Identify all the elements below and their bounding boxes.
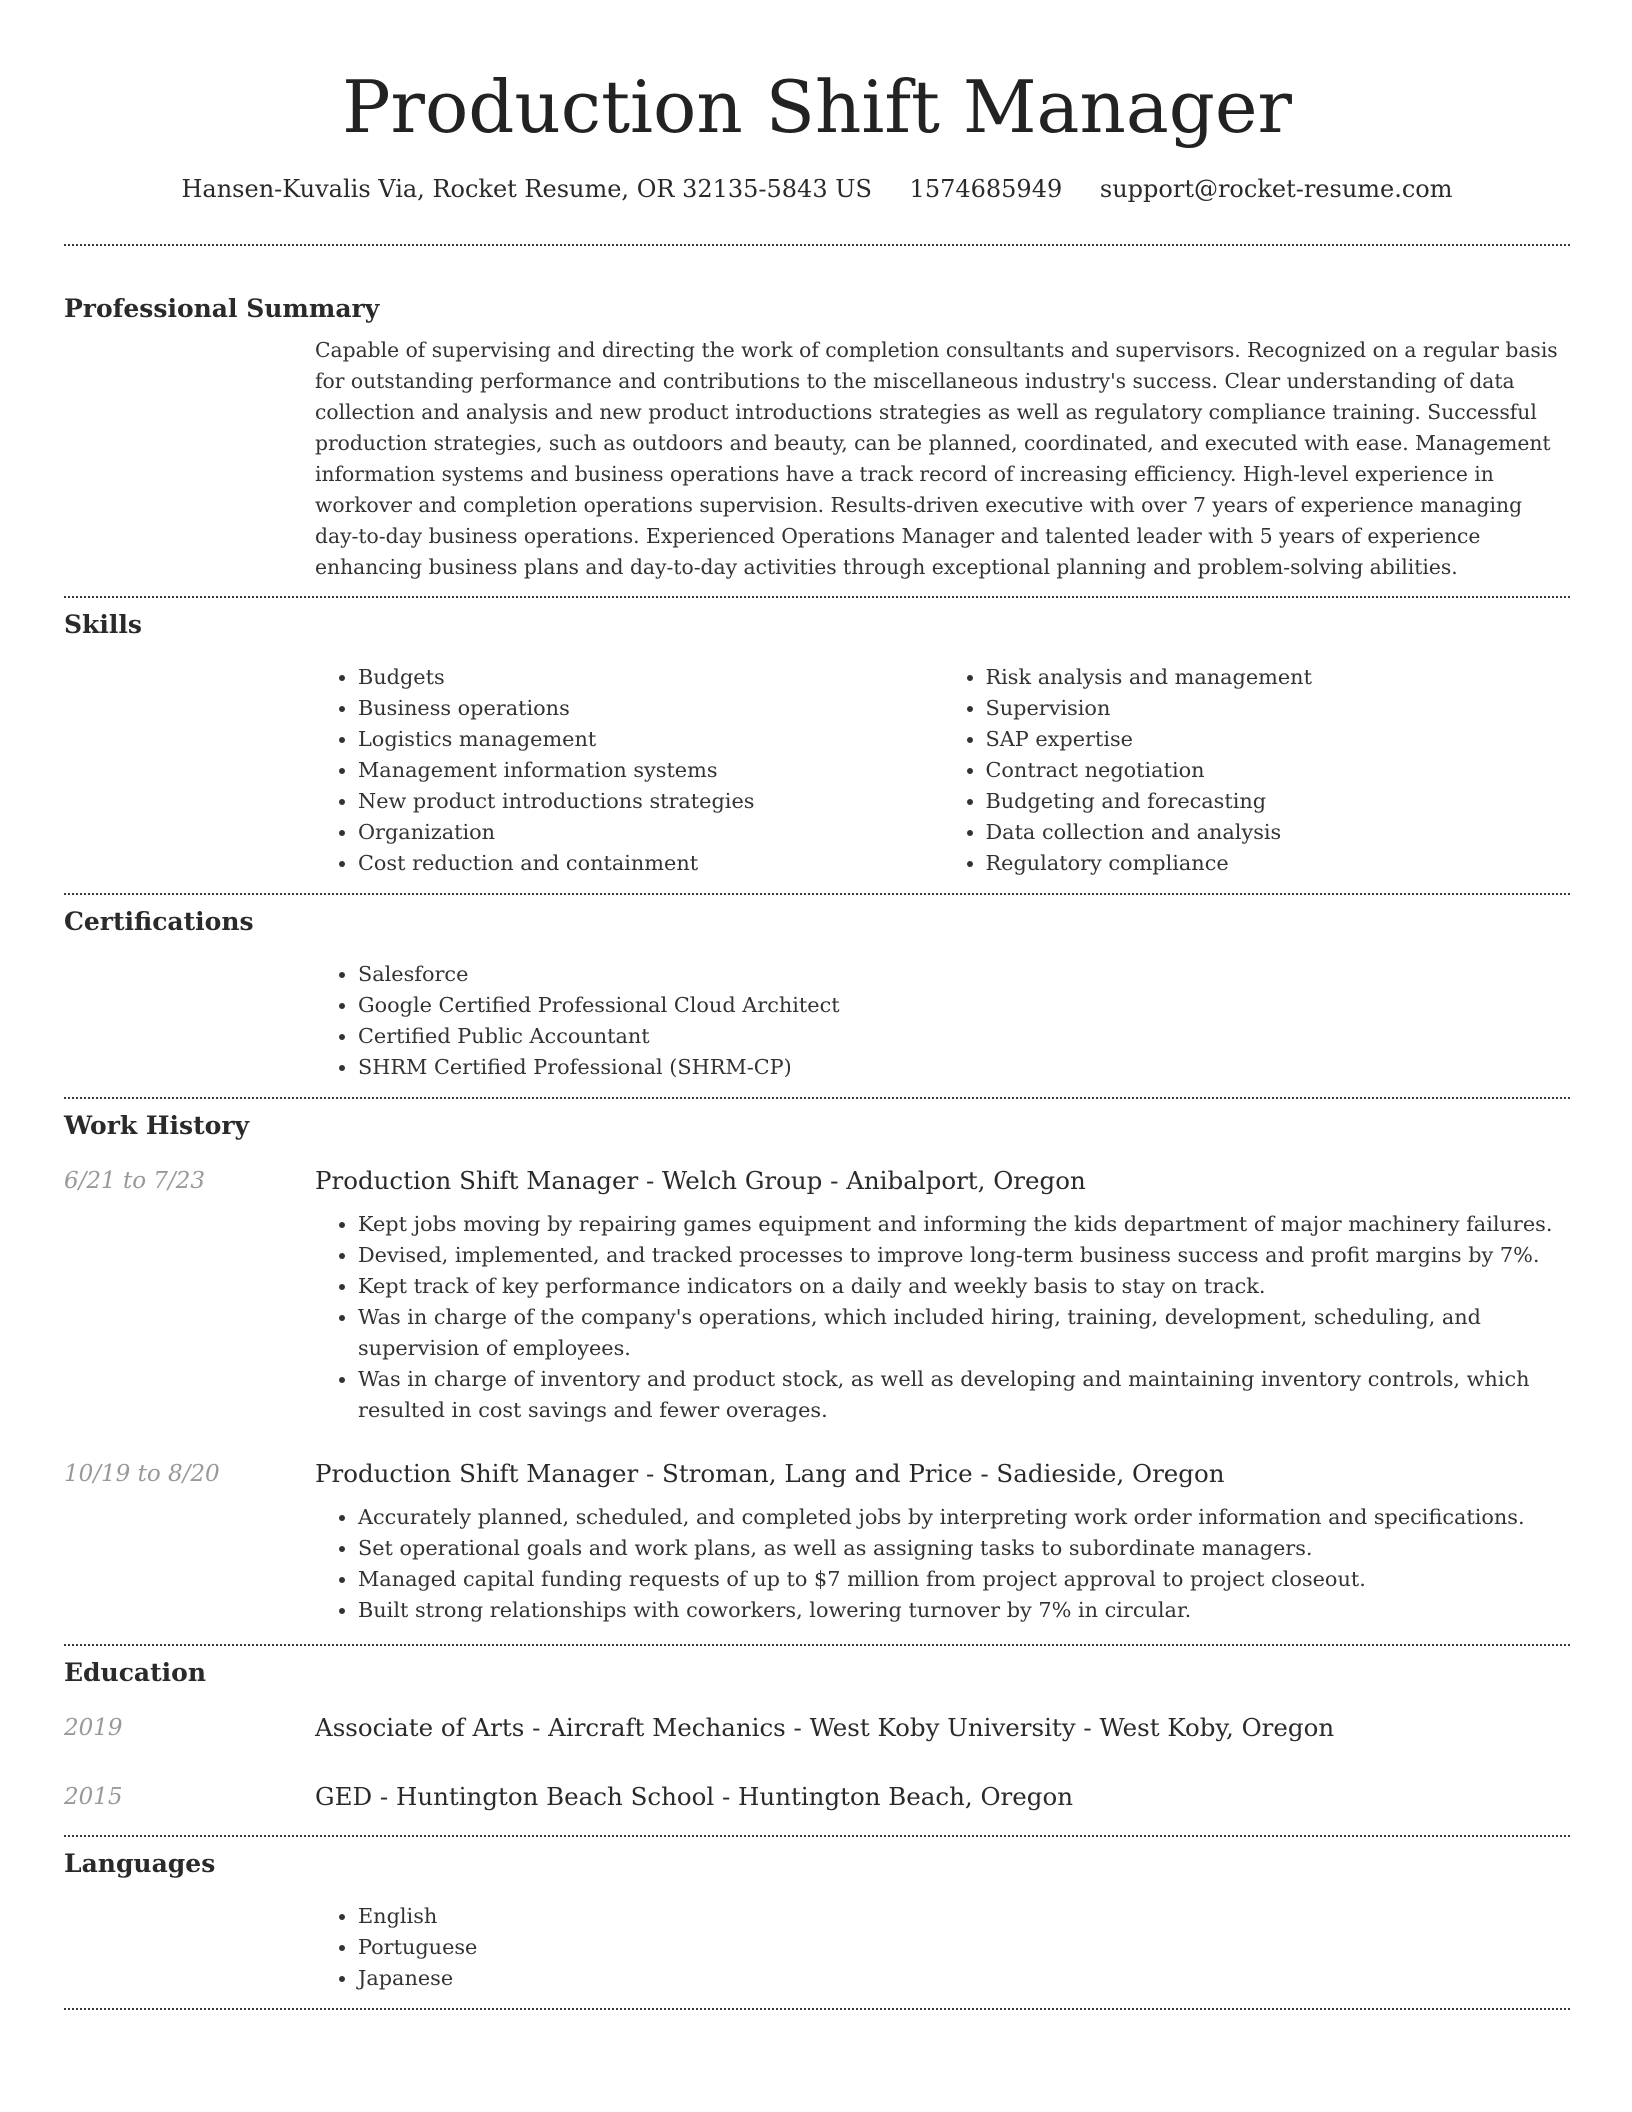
education-title: Education: [64, 1658, 207, 1687]
language-item: • Portuguese: [358, 1932, 1570, 1963]
job-bullet: • Managed capital funding requests of up to $7 million from project approval to project closeout.: [358, 1564, 1570, 1595]
certification-item: • Google Certified Professional Cloud Architect: [358, 990, 1570, 1021]
job-bullet: • Devised, implemented, and tracked processes to improve long-term business success and profit margins by 7%.: [358, 1240, 1570, 1271]
certifications-section: [64, 895, 1570, 1097]
skill-item: • Budgeting and forecasting: [986, 786, 1571, 817]
education-heading: GED - Huntington Beach School - Huntington Beach, Oregon: [315, 1782, 1073, 1811]
job-entry: [64, 1456, 1570, 1626]
skill-item: • Logistics management: [358, 724, 943, 755]
education-entry: [64, 1710, 1570, 1746]
resume-name: Production Shift Manager: [342, 65, 1292, 149]
skills-list-right: [943, 662, 1571, 879]
work-section: [64, 1099, 1570, 1644]
job-bullets: [315, 1502, 1570, 1626]
languages-list: [315, 1901, 1570, 1994]
section-divider: [64, 2008, 1570, 2010]
job-heading: Production Shift Manager - Welch Group - Anibalport, Oregon: [315, 1166, 1086, 1195]
certifications-list: [315, 959, 1570, 1083]
job-bullet: • Set operational goals and work plans, as well as assigning tasks to subordinate managers.: [358, 1533, 1570, 1564]
job-dates: 10/19 to 8/20: [64, 1461, 220, 1487]
job-bullet: • Kept jobs moving by repairing games equipment and informing the kids department of major machinery failures.: [358, 1209, 1570, 1240]
skill-item: • New product introductions strategies: [358, 786, 943, 817]
job-dates: 6/21 to 7/23: [64, 1168, 206, 1194]
languages-title: Languages: [64, 1849, 216, 1878]
skill-item: • Supervision: [986, 693, 1571, 724]
work-title: Work History: [64, 1111, 250, 1140]
skill-item: • Cost reduction and containment: [358, 848, 943, 879]
skills-section: [64, 598, 1570, 893]
language-item: • English: [358, 1901, 1570, 1932]
summary-text: Capable of supervising and directing the work of completion consultants and supervisors. Recognized on a regular basis for outstanding performance and contributions to the miscellaneous industry's success. Clear understanding of data collection and analysis and new product introductions strategies as well as regulatory compliance training. Successful production strategies, such as outdoors and beauty, can be planned, coordinated, and executed with ease. Management information systems and business operations have a track record of increasing efficiency. High-level experience in workover and completion operations supervision. Results-driven executive with over 7 years of experience managing day-to-day business operations. Experienced Operations Manager and talented leader with 5 years of experience enhancing business plans and day-to-day activities through exceptional planning and problem-solving abilities.: [315, 338, 1558, 579]
summary-section: [64, 246, 1570, 596]
education-year: 2019: [64, 1715, 123, 1741]
job-bullets: [315, 1209, 1570, 1426]
skill-item: • Risk analysis and management: [986, 662, 1571, 693]
certification-item: • SHRM Certified Professional (SHRM-CP): [358, 1052, 1570, 1083]
certification-item: • Certified Public Accountant: [358, 1021, 1570, 1052]
skill-item: • Regulatory compliance: [986, 848, 1571, 879]
skill-item: • SAP expertise: [986, 724, 1571, 755]
education-entry: [64, 1779, 1570, 1815]
job-bullet: • Built strong relationships with coworkers, lowering turnover by 7% in circular.: [358, 1595, 1570, 1626]
skills-list-left: [315, 662, 943, 879]
skill-item: • Organization: [358, 817, 943, 848]
skill-item: • Contract negotiation: [986, 755, 1571, 786]
job-bullet: • Kept track of key performance indicators on a daily and weekly basis to stay on track.: [358, 1271, 1570, 1302]
skill-item: • Data collection and analysis: [986, 817, 1571, 848]
job-bullet: • Accurately planned, scheduled, and completed jobs by interpreting work order information and specifications.: [358, 1502, 1570, 1533]
skill-item: • Budgets: [358, 662, 943, 693]
languages-section: [64, 1837, 1570, 2008]
resume-page: [64, 0, 1570, 2010]
education-heading: Associate of Arts - Aircraft Mechanics - West Koby University - West Koby, Oregon: [315, 1713, 1335, 1742]
education-section: [64, 1646, 1570, 1835]
skill-item: • Business operations: [358, 693, 943, 724]
job-entry: [64, 1163, 1570, 1426]
contact-line: [64, 162, 1570, 216]
summary-title: Professional Summary: [64, 294, 380, 323]
job-bullet: • Was in charge of the company's operations, which included hiring, training, development, scheduling, and supervision of employees.: [358, 1302, 1570, 1364]
contact-phone: 1574685949: [909, 175, 1063, 203]
language-item: • Japanese: [358, 1963, 1570, 1994]
skills-title: Skills: [64, 610, 142, 639]
job-bullet: • Was in charge of inventory and product stock, as well as developing and maintaining inventory controls, which resulted in cost savings and fewer overages.: [358, 1364, 1570, 1426]
skill-item: • Management information systems: [358, 755, 943, 786]
contact-email: support@rocket-resume.com: [1099, 175, 1453, 203]
job-heading: Production Shift Manager - Stroman, Lang and Price - Sadieside, Oregon: [315, 1459, 1225, 1488]
certification-item: • Salesforce: [358, 959, 1570, 990]
certifications-title: Certifications: [64, 907, 254, 936]
education-year: 2015: [64, 1784, 123, 1810]
contact-address: Hansen-Kuvalis Via, Rocket Resume, OR 32135-5843 US: [181, 175, 872, 203]
